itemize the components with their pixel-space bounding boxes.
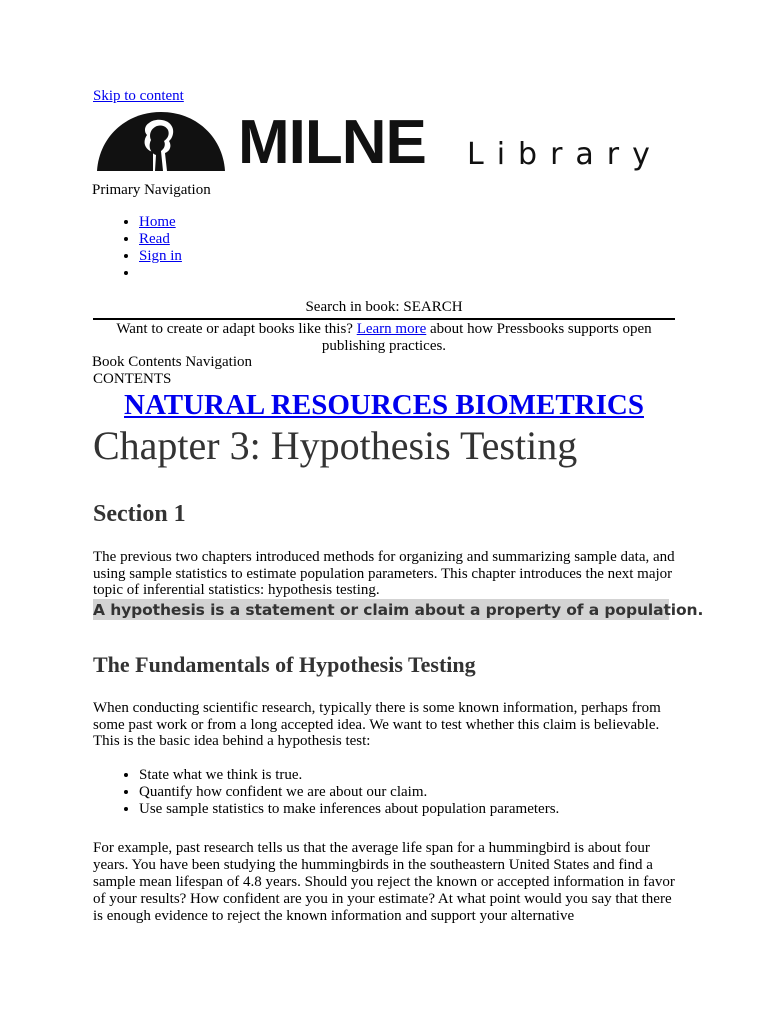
search-label: Search in book: — [305, 299, 400, 315]
logo-wordmark-library: Library — [467, 137, 663, 172]
book-search — [93, 299, 675, 316]
hypothesis-steps-list — [93, 767, 559, 818]
nav-item-read — [139, 231, 182, 248]
logo-wordmark-milne: MILNE — [238, 108, 426, 177]
notice-text-before: Want to create or adapt books like this? — [116, 321, 353, 337]
list-item: • State what we think is true. — [139, 767, 559, 784]
learn-more-link[interactable]: Learn more — [356, 321, 427, 337]
list-item: • Use sample statistics to make inferences about population parameters. — [139, 801, 559, 818]
divider — [93, 318, 675, 320]
fundamentals-heading: The Fundamentals of Hypothesis Testing — [93, 652, 476, 677]
section-heading: Section 1 — [93, 501, 186, 527]
nav-item-empty — [139, 265, 182, 282]
milne-library-logo[interactable] — [95, 108, 675, 177]
nav-link-home[interactable]: Home — [139, 214, 176, 230]
example-paragraph: For example, past research tells us that the average life span for a hummingbird is about four years. You have been studying the hummingbirds in the southeastern United States and find a sample mean lifespan of 4.8 years. Should you reject the known or accepted information in favor of your results? How confident are you in your estimate? At what point would you say that there is enough evidence to reject the known information and support your alternative — [93, 840, 675, 924]
fundamentals-paragraph: When conducting scientific research, typically there is some known information, perhaps from some past work or from a long accepted idea. We want to test whether this claim is believable. This is the basic idea behind a hypothesis test: — [93, 700, 661, 749]
notice-text-after: about how Pressbooks supports open publishing practices. — [321, 321, 652, 354]
list-item: • Quantify how confident we are about our claim. — [139, 784, 559, 801]
nav-link-sign-in[interactable]: Sign in — [139, 248, 182, 264]
book-title-link[interactable]: NATURAL RESOURCES BIOMETRICS — [124, 389, 644, 421]
nav-link-read[interactable]: Read — [139, 231, 170, 247]
book-title — [93, 387, 675, 423]
contents-toggle[interactable]: CONTENTS — [93, 371, 172, 387]
pressbooks-notice — [93, 321, 675, 355]
book-contents-navigation-label: Book Contents Navigation — [92, 354, 252, 370]
nav-item-sign-in — [139, 248, 182, 265]
nav-item-home — [139, 214, 182, 231]
hypothesis-definition: A hypothesis is a statement or claim about a property of a population. — [93, 601, 704, 619]
primary-navigation — [93, 214, 182, 282]
intro-paragraph: The previous two chapters introduced methods for organizing and summarizing sample data, and using sample statistics to estimate population parameters. This chapter introduces the next major topic of inferential statistics: hypothesis testing. — [93, 549, 675, 598]
chapter-title: Chapter 3: Hypothesis Testing — [93, 423, 578, 468]
silhouette-logo-icon — [95, 108, 227, 172]
skip-to-content-link[interactable]: Skip to content — [93, 88, 184, 104]
primary-navigation-label: Primary Navigation — [92, 182, 211, 198]
search-button[interactable]: SEARCH — [403, 299, 463, 315]
